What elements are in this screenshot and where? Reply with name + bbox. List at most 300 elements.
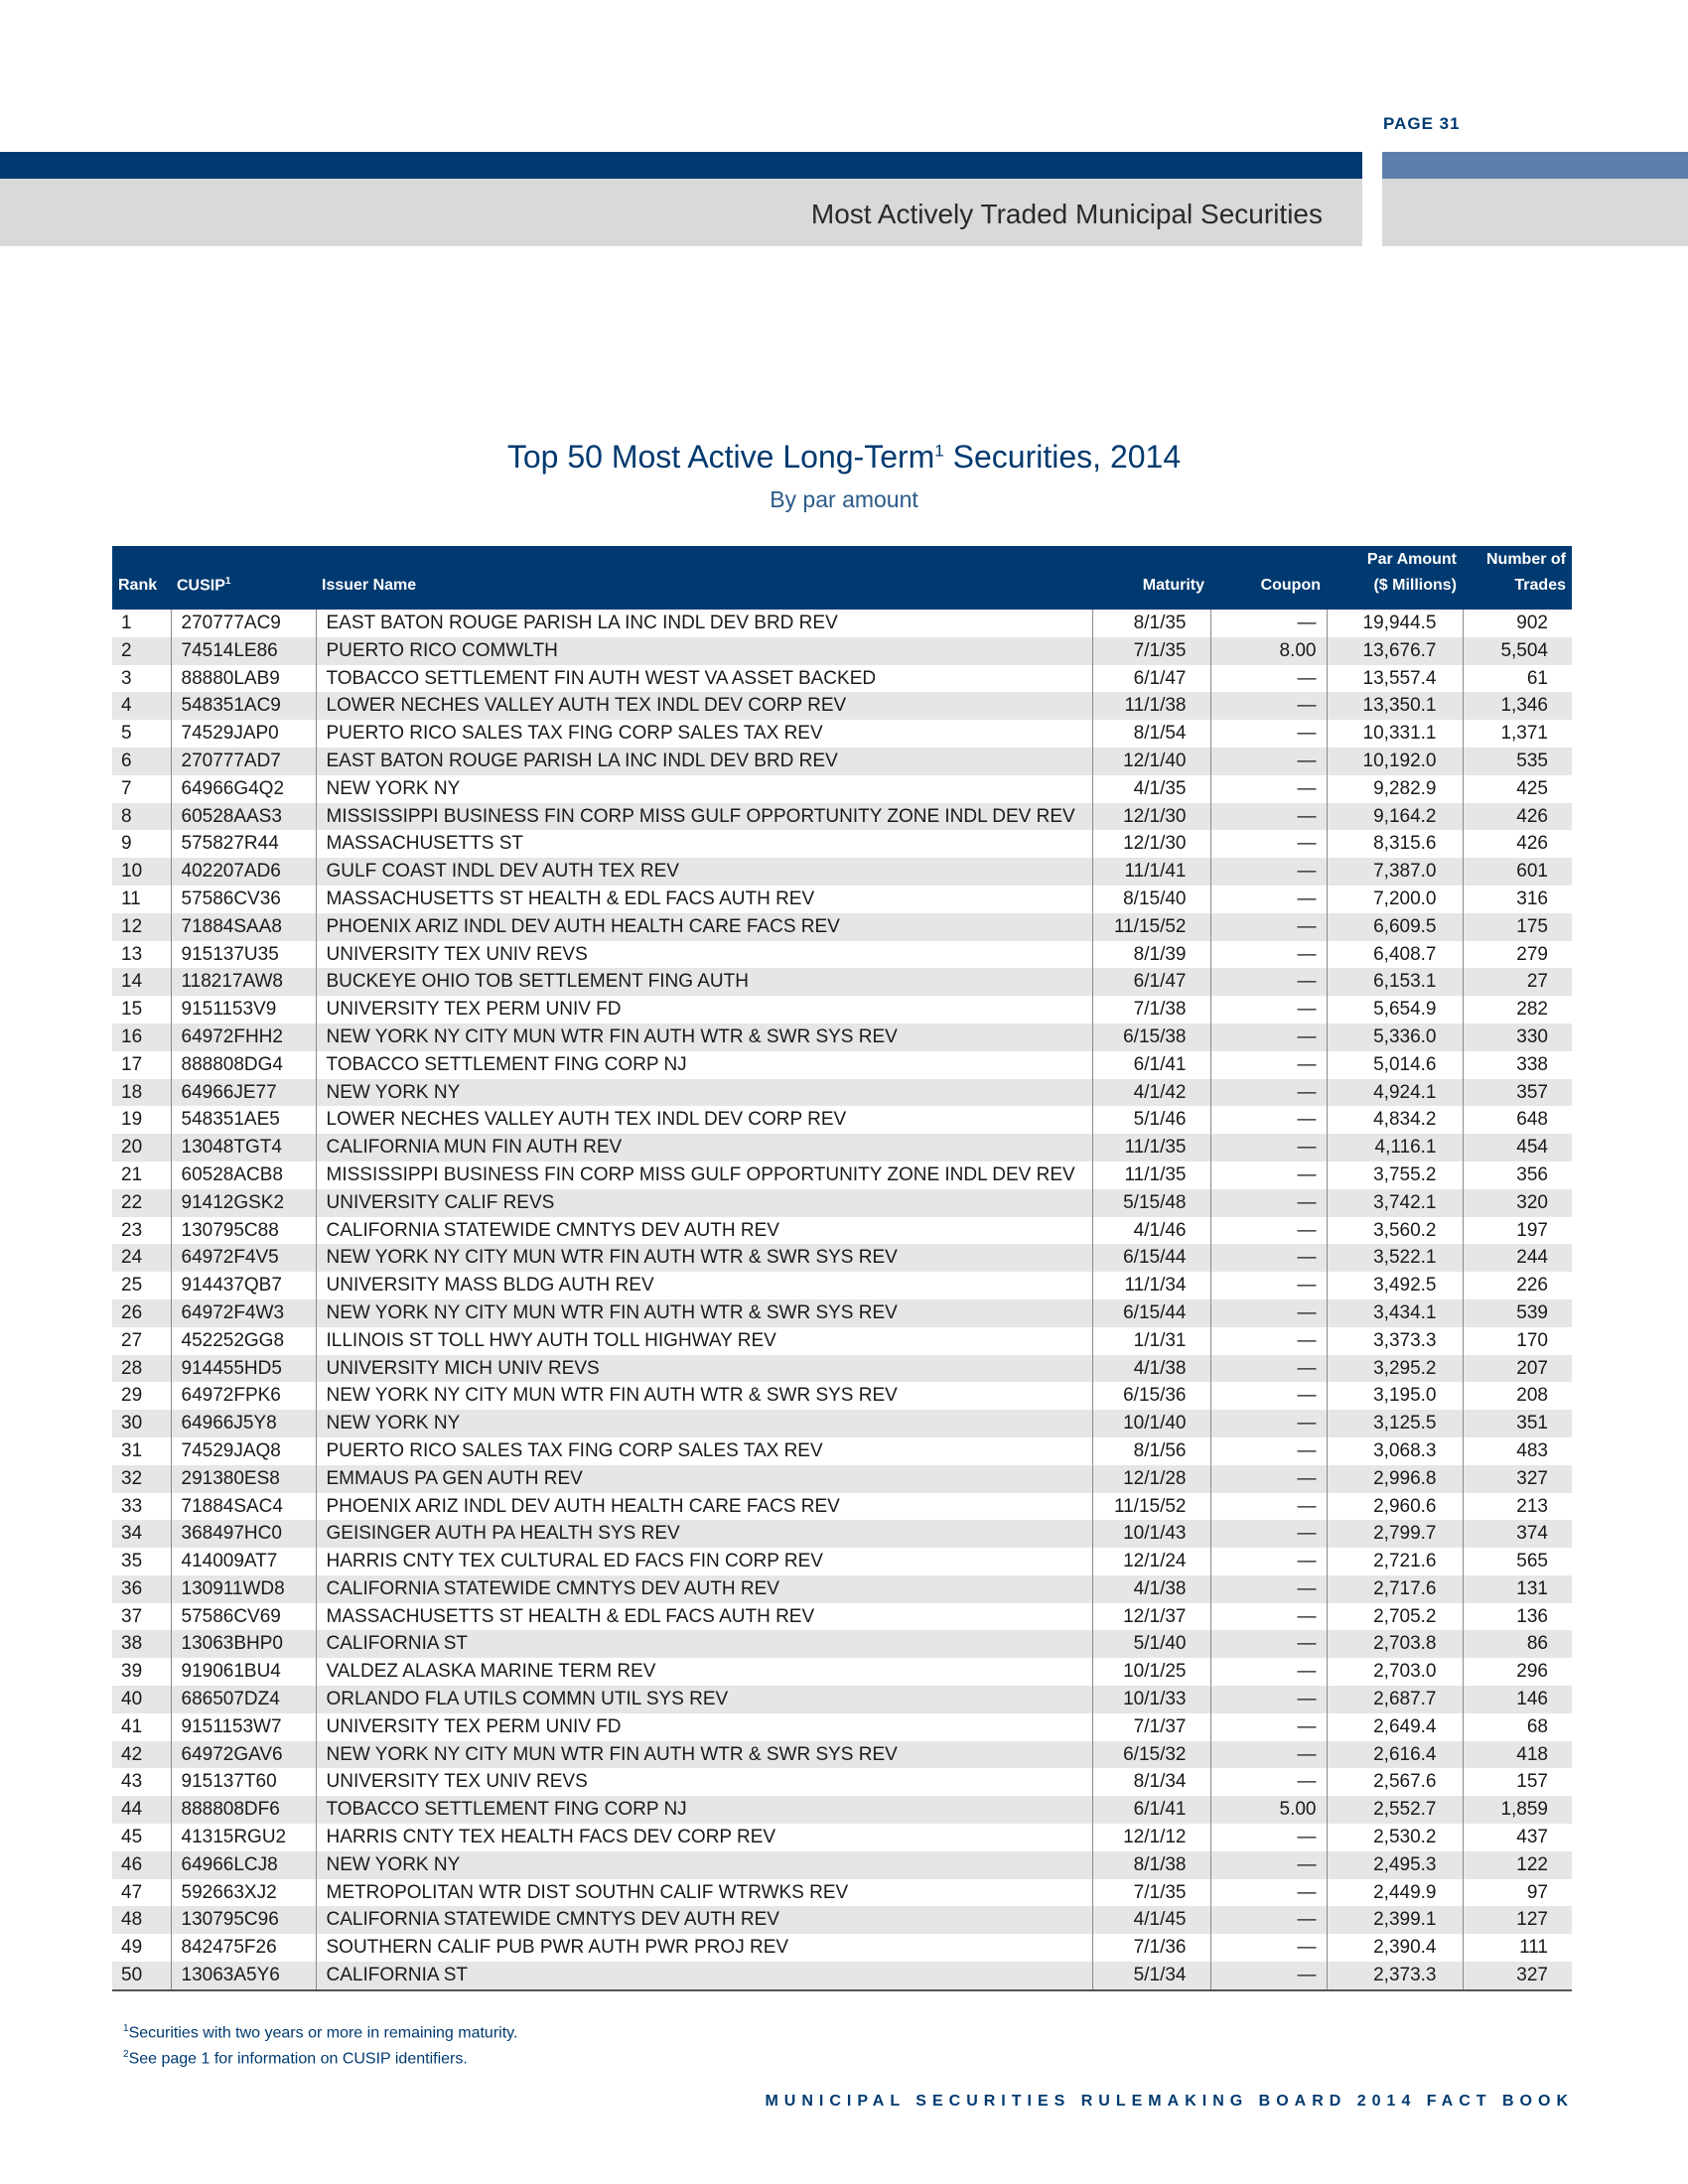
par-amount-cell: 2,616.4 (1327, 1741, 1463, 1769)
cusip-cell: 60528AAS3 (171, 803, 316, 831)
coupon-cell: — (1210, 1024, 1327, 1051)
col-header-par-line2: ($ Millions) (1373, 577, 1457, 594)
col-header-cusip-footnote-mark: 1 (224, 575, 231, 587)
maturity-cell: 12/1/30 (1092, 830, 1210, 858)
rank-cell: 34 (121, 1523, 143, 1545)
maturity-cell: 12/1/37 (1092, 1603, 1210, 1631)
rank-cell: 31 (121, 1439, 143, 1461)
coupon-cell: — (1210, 968, 1327, 996)
coupon-cell: — (1210, 1851, 1327, 1879)
maturity-cell: 5/1/40 (1092, 1630, 1210, 1658)
rank-cell: 32 (121, 1467, 143, 1489)
coupon-cell: — (1210, 1299, 1327, 1327)
rank-cell: 20 (121, 1137, 143, 1159)
table-row (112, 1299, 1572, 1327)
table-row (112, 1382, 1572, 1410)
maturity-cell: 11/1/38 (1092, 692, 1210, 720)
trades-cell: 357 (1463, 1079, 1572, 1107)
rank-cell: 46 (121, 1853, 143, 1875)
trades-cell: 327 (1463, 1465, 1572, 1493)
trades-cell: 61 (1463, 665, 1572, 693)
trades-cell: 351 (1463, 1410, 1572, 1437)
rank-cell: 43 (121, 1771, 143, 1793)
maturity-cell: 4/1/38 (1092, 1575, 1210, 1603)
table-row (112, 1741, 1572, 1769)
par-amount-cell: 2,567.6 (1327, 1768, 1463, 1796)
coupon-cell: — (1210, 1713, 1327, 1741)
cusip-cell: 291380ES8 (171, 1465, 316, 1493)
coupon-cell: 5.00 (1210, 1796, 1327, 1824)
trades-cell: 601 (1463, 858, 1572, 886)
maturity-cell: 12/1/28 (1092, 1465, 1210, 1493)
trades-cell: 437 (1463, 1824, 1572, 1851)
trades-cell: 157 (1463, 1768, 1572, 1796)
rank-cell: 19 (121, 1109, 143, 1131)
trades-cell: 213 (1463, 1493, 1572, 1521)
table-row (112, 968, 1572, 996)
table-row (112, 720, 1572, 748)
table-body (112, 610, 1572, 1990)
trades-cell: 483 (1463, 1437, 1572, 1465)
issuer-name-cell: LOWER NECHES VALLEY AUTH TEX INDL DEV CORP REV (316, 692, 1092, 720)
coupon-cell: — (1210, 1603, 1327, 1631)
cusip-cell: 74514LE86 (171, 637, 316, 665)
table-title-footnote-mark: 1 (934, 441, 944, 461)
maturity-cell: 12/1/30 (1092, 803, 1210, 831)
issuer-name-cell: VALDEZ ALASKA MARINE TERM REV (316, 1658, 1092, 1686)
issuer-name-cell: NEW YORK NY (316, 1079, 1092, 1107)
par-amount-cell: 8,315.6 (1327, 830, 1463, 858)
issuer-name-cell: NEW YORK NY CITY MUN WTR FIN AUTH WTR & SWR SYS REV (316, 1024, 1092, 1051)
footer-text: MUNICIPAL SECURITIES RULEMAKING BOARD 2014 FACT BOOK (765, 2093, 1574, 2110)
issuer-name-cell: HARRIS CNTY TEX CULTURAL ED FACS FIN CORP REV (316, 1548, 1092, 1575)
coupon-cell: — (1210, 1824, 1327, 1851)
par-amount-cell: 3,195.0 (1327, 1382, 1463, 1410)
maturity-cell: 7/1/36 (1092, 1934, 1210, 1962)
issuer-name-cell: CALIFORNIA ST (316, 1962, 1092, 1990)
rank-cell: 40 (121, 1689, 143, 1710)
coupon-cell: — (1210, 1051, 1327, 1079)
coupon-cell: — (1210, 913, 1327, 941)
par-amount-cell: 2,687.7 (1327, 1686, 1463, 1713)
table-row (112, 941, 1572, 969)
par-amount-cell: 5,336.0 (1327, 1024, 1463, 1051)
footnote-1-text: Securities with two years or more in remaining maturity. (128, 2024, 518, 2042)
issuer-name-cell: UNIVERSITY MICH UNIV REVS (316, 1355, 1092, 1383)
par-amount-cell: 3,434.1 (1327, 1299, 1463, 1327)
coupon-cell: — (1210, 1382, 1327, 1410)
par-amount-cell: 2,373.3 (1327, 1962, 1463, 1990)
trades-cell: 5,504 (1463, 637, 1572, 665)
maturity-cell: 6/1/41 (1092, 1796, 1210, 1824)
rank-cell: 15 (121, 999, 143, 1021)
cusip-cell: 57586CV36 (171, 886, 316, 913)
table-row (112, 1658, 1572, 1686)
trades-cell: 282 (1463, 996, 1572, 1024)
trades-cell: 1,346 (1463, 692, 1572, 720)
cusip-cell: 414009AT7 (171, 1548, 316, 1575)
col-header-trades-line2: Trades (1514, 577, 1566, 594)
footnote-1-mark: 1 (123, 2023, 129, 2034)
issuer-name-cell: ILLINOIS ST TOLL HWY AUTH TOLL HIGHWAY REV (316, 1327, 1092, 1355)
maturity-cell: 5/1/34 (1092, 1962, 1210, 1990)
cusip-cell: 64966JE77 (171, 1079, 316, 1107)
cusip-cell: 548351AE5 (171, 1106, 316, 1134)
cusip-cell: 64966LCJ8 (171, 1851, 316, 1879)
trades-cell: 170 (1463, 1327, 1572, 1355)
par-amount-cell: 3,295.2 (1327, 1355, 1463, 1383)
issuer-name-cell: HARRIS CNTY TEX HEALTH FACS DEV CORP REV (316, 1824, 1092, 1851)
maturity-cell: 10/1/25 (1092, 1658, 1210, 1686)
coupon-cell: — (1210, 1934, 1327, 1962)
trades-cell: 1,859 (1463, 1796, 1572, 1824)
par-amount-cell: 3,492.5 (1327, 1272, 1463, 1299)
cusip-cell: 842475F26 (171, 1934, 316, 1962)
issuer-name-cell: PUERTO RICO COMWLTH (316, 637, 1092, 665)
trades-cell: 27 (1463, 968, 1572, 996)
issuer-name-cell: CALIFORNIA STATEWIDE CMNTYS DEV AUTH REV (316, 1217, 1092, 1245)
table-subtitle: By par amount (770, 486, 918, 512)
cusip-cell: 64966J5Y8 (171, 1410, 316, 1437)
coupon-cell: — (1210, 1134, 1327, 1161)
maturity-cell: 8/1/35 (1092, 610, 1210, 637)
par-amount-cell: 2,399.1 (1327, 1906, 1463, 1934)
maturity-cell: 6/1/41 (1092, 1051, 1210, 1079)
table-row (112, 1465, 1572, 1493)
trades-cell: 68 (1463, 1713, 1572, 1741)
trades-cell: 902 (1463, 610, 1572, 637)
par-amount-cell: 10,331.1 (1327, 720, 1463, 748)
rank-cell: 50 (112, 1962, 171, 1990)
issuer-name-cell: PHOENIX ARIZ INDL DEV AUTH HEALTH CARE FACS REV (316, 1493, 1092, 1521)
trades-cell: 197 (1463, 1217, 1572, 1245)
cusip-cell: 452252GG8 (171, 1327, 316, 1355)
table-row (112, 1024, 1572, 1051)
table-row (112, 996, 1572, 1024)
trades-cell: 127 (1463, 1906, 1572, 1934)
maturity-cell: 4/1/42 (1092, 1079, 1210, 1107)
par-amount-cell: 2,703.0 (1327, 1658, 1463, 1686)
rank-cell: 2 (121, 639, 132, 661)
col-header-trades (1463, 546, 1572, 610)
par-amount-cell: 7,387.0 (1327, 858, 1463, 886)
cusip-cell: 888808DF6 (171, 1796, 316, 1824)
coupon-cell: 8.00 (1210, 637, 1327, 665)
issuer-name-cell: MASSACHUSETTS ST (316, 830, 1092, 858)
table-row (112, 1879, 1572, 1907)
table-row (112, 692, 1572, 720)
table-row (112, 803, 1572, 831)
rank-cell: 1 (121, 613, 132, 633)
rank-cell: 33 (121, 1495, 143, 1517)
maturity-cell: 12/1/12 (1092, 1824, 1210, 1851)
table-row (112, 1217, 1572, 1245)
coupon-cell: — (1210, 1272, 1327, 1299)
table-row (112, 913, 1572, 941)
table-row (112, 1906, 1572, 1934)
table-row (112, 1493, 1572, 1521)
securities-table-container (112, 546, 1572, 1991)
trades-cell: 539 (1463, 1299, 1572, 1327)
col-header-cusip-label: CUSIP (177, 577, 225, 594)
trades-cell: 356 (1463, 1161, 1572, 1189)
cusip-cell: 130795C88 (171, 1217, 316, 1245)
rank-cell: 44 (121, 1799, 143, 1821)
coupon-cell: — (1210, 1686, 1327, 1713)
table-row (112, 1244, 1572, 1272)
maturity-cell: 8/1/56 (1092, 1437, 1210, 1465)
trades-cell: 330 (1463, 1024, 1572, 1051)
table-row (112, 1106, 1572, 1134)
table-row (112, 610, 1572, 637)
coupon-cell: — (1210, 830, 1327, 858)
table-row (112, 1796, 1572, 1824)
coupon-cell: — (1210, 996, 1327, 1024)
cusip-cell: 13048TGT4 (171, 1134, 316, 1161)
issuer-name-cell: NEW YORK NY CITY MUN WTR FIN AUTH WTR & SWR SYS REV (316, 1244, 1092, 1272)
securities-table (112, 546, 1572, 1991)
par-amount-cell: 2,530.2 (1327, 1824, 1463, 1851)
coupon-cell: — (1210, 1658, 1327, 1686)
trades-cell: 296 (1463, 1658, 1572, 1686)
maturity-cell: 4/1/38 (1092, 1355, 1210, 1383)
table-row (112, 665, 1572, 693)
maturity-cell: 10/1/43 (1092, 1520, 1210, 1548)
maturity-cell: 8/1/54 (1092, 720, 1210, 748)
par-amount-cell: 10,192.0 (1327, 748, 1463, 775)
coupon-cell: — (1210, 1630, 1327, 1658)
rank-cell: 47 (121, 1881, 143, 1903)
trades-cell: 175 (1463, 913, 1572, 941)
issuer-name-cell: GEISINGER AUTH PA HEALTH SYS REV (316, 1520, 1092, 1548)
issuer-name-cell: MASSACHUSETTS ST HEALTH & EDL FACS AUTH REV (316, 886, 1092, 913)
trades-cell: 122 (1463, 1851, 1572, 1879)
coupon-cell: — (1210, 1355, 1327, 1383)
maturity-cell: 7/1/38 (1092, 996, 1210, 1024)
maturity-cell: 1/1/31 (1092, 1327, 1210, 1355)
table-row (112, 1824, 1572, 1851)
col-header-issuer: Issuer Name (322, 577, 417, 594)
par-amount-cell: 3,373.3 (1327, 1327, 1463, 1355)
rank-cell: 9 (121, 833, 132, 855)
rank-cell: 12 (121, 915, 143, 937)
par-amount-cell: 9,282.9 (1327, 775, 1463, 803)
cusip-cell: 64972F4W3 (171, 1299, 316, 1327)
coupon-cell: — (1210, 1906, 1327, 1934)
col-header-rank: Rank (118, 577, 158, 594)
coupon-cell: — (1210, 1410, 1327, 1437)
issuer-name-cell: CALIFORNIA MUN FIN AUTH REV (316, 1134, 1092, 1161)
issuer-name-cell: PHOENIX ARIZ INDL DEV AUTH HEALTH CARE FACS REV (316, 913, 1092, 941)
coupon-cell: — (1210, 1327, 1327, 1355)
cusip-cell: 71884SAA8 (171, 913, 316, 941)
issuer-name-cell: BUCKEYE OHIO TOB SETTLEMENT FING AUTH (316, 968, 1092, 996)
rank-cell: 35 (121, 1551, 143, 1572)
trades-cell: 454 (1463, 1134, 1572, 1161)
trades-cell: 244 (1463, 1244, 1572, 1272)
table-row (112, 1713, 1572, 1741)
issuer-name-cell: UNIVERSITY TEX UNIV REVS (316, 1768, 1092, 1796)
par-amount-cell: 5,014.6 (1327, 1051, 1463, 1079)
issuer-name-cell: UNIVERSITY MASS BLDG AUTH REV (316, 1272, 1092, 1299)
maturity-cell: 4/1/35 (1092, 775, 1210, 803)
table-row (112, 1189, 1572, 1217)
par-amount-cell: 13,676.7 (1327, 637, 1463, 665)
trades-cell: 86 (1463, 1630, 1572, 1658)
table-row (112, 748, 1572, 775)
table-row (112, 1630, 1572, 1658)
table-row (112, 1575, 1572, 1603)
coupon-cell: — (1210, 1575, 1327, 1603)
maturity-cell: 11/15/52 (1092, 1493, 1210, 1521)
rank-cell: 14 (121, 971, 143, 993)
par-amount-cell: 2,705.2 (1327, 1603, 1463, 1631)
table-row (112, 830, 1572, 858)
maturity-cell: 4/1/45 (1092, 1906, 1210, 1934)
trades-cell: 327 (1463, 1962, 1572, 1990)
cusip-cell: 41315RGU2 (171, 1824, 316, 1851)
trades-cell: 426 (1463, 830, 1572, 858)
rank-cell: 16 (121, 1025, 143, 1047)
rank-cell: 42 (121, 1743, 143, 1765)
issuer-name-cell: UNIVERSITY TEX PERM UNIV FD (316, 996, 1092, 1024)
issuer-name-cell: CALIFORNIA STATEWIDE CMNTYS DEV AUTH REV (316, 1575, 1092, 1603)
maturity-cell: 12/1/24 (1092, 1548, 1210, 1575)
table-row (112, 1851, 1572, 1879)
rank-cell: 49 (121, 1937, 143, 1959)
rank-cell: 45 (121, 1827, 143, 1848)
rank-cell: 37 (121, 1605, 143, 1627)
coupon-cell: — (1210, 1493, 1327, 1521)
par-amount-cell: 3,068.3 (1327, 1437, 1463, 1465)
footnote-2 (123, 2044, 517, 2070)
par-amount-cell: 13,557.4 (1327, 665, 1463, 693)
cusip-cell: 270777AC9 (171, 610, 316, 637)
cusip-cell: 919061BU4 (171, 1658, 316, 1686)
footnote-2-mark: 2 (123, 2049, 129, 2061)
issuer-name-cell: SOUTHERN CALIF PUB PWR AUTH PWR PROJ REV (316, 1934, 1092, 1962)
cusip-cell: 9151153W7 (171, 1713, 316, 1741)
par-amount-cell: 5,654.9 (1327, 996, 1463, 1024)
trades-cell: 1,371 (1463, 720, 1572, 748)
par-amount-cell: 2,996.8 (1327, 1465, 1463, 1493)
par-amount-cell: 9,164.2 (1327, 803, 1463, 831)
cusip-cell: 914437QB7 (171, 1272, 316, 1299)
issuer-name-cell: ORLANDO FLA UTILS COMMN UTIL SYS REV (316, 1686, 1092, 1713)
rank-cell: 5 (121, 723, 132, 745)
rank-cell: 13 (121, 943, 143, 965)
rank-cell: 11 (121, 887, 141, 909)
issuer-name-cell: LOWER NECHES VALLEY AUTH TEX INDL DEV CORP REV (316, 1106, 1092, 1134)
rank-cell: 28 (121, 1357, 143, 1379)
rank-cell: 24 (121, 1247, 143, 1269)
cusip-cell: 64966G4Q2 (171, 775, 316, 803)
cusip-cell: 130911WD8 (171, 1575, 316, 1603)
table-row (112, 775, 1572, 803)
cusip-cell: 130795C96 (171, 1906, 316, 1934)
issuer-name-cell: GULF COAST INDL DEV AUTH TEX REV (316, 858, 1092, 886)
rank-cell: 17 (121, 1053, 143, 1075)
section-title: Most Actively Traded Municipal Securities (810, 199, 1323, 229)
issuer-name-cell: EMMAUS PA GEN AUTH REV (316, 1465, 1092, 1493)
cusip-cell: 91412GSK2 (171, 1189, 316, 1217)
coupon-cell: — (1210, 692, 1327, 720)
rank-cell: 4 (121, 695, 132, 717)
par-amount-cell: 4,924.1 (1327, 1079, 1463, 1107)
coupon-cell: — (1210, 1244, 1327, 1272)
trades-cell: 208 (1463, 1382, 1572, 1410)
table-row (112, 1272, 1572, 1299)
table-row (112, 1768, 1572, 1796)
coupon-cell: — (1210, 748, 1327, 775)
maturity-cell: 6/15/32 (1092, 1741, 1210, 1769)
table-row (112, 1686, 1572, 1713)
footnote-1 (123, 2018, 517, 2044)
maturity-cell: 7/1/37 (1092, 1713, 1210, 1741)
issuer-name-cell: NEW YORK NY CITY MUN WTR FIN AUTH WTR & SWR SYS REV (316, 1299, 1092, 1327)
table-row (112, 1603, 1572, 1631)
par-amount-cell: 13,350.1 (1327, 692, 1463, 720)
par-amount-cell: 4,116.1 (1327, 1134, 1463, 1161)
maturity-cell: 8/1/39 (1092, 941, 1210, 969)
coupon-cell: — (1210, 1106, 1327, 1134)
table-row (112, 1051, 1572, 1079)
table-row (112, 637, 1572, 665)
table-row (112, 1161, 1572, 1189)
maturity-cell: 5/15/48 (1092, 1189, 1210, 1217)
issuer-name-cell: METROPOLITAN WTR DIST SOUTHN CALIF WTRWKS REV (316, 1879, 1092, 1907)
issuer-name-cell: CALIFORNIA STATEWIDE CMNTYS DEV AUTH REV (316, 1906, 1092, 1934)
maturity-cell: 6/15/44 (1092, 1244, 1210, 1272)
issuer-name-cell: CALIFORNIA ST (316, 1630, 1092, 1658)
rank-cell: 10 (121, 861, 143, 883)
rank-cell: 27 (121, 1329, 143, 1351)
footnote-2-text: See page 1 for information on CUSIP identifiers. (128, 2050, 468, 2068)
issuer-name-cell: NEW YORK NY CITY MUN WTR FIN AUTH WTR & SWR SYS REV (316, 1382, 1092, 1410)
issuer-name-cell: UNIVERSITY CALIF REVS (316, 1189, 1092, 1217)
coupon-cell: — (1210, 1768, 1327, 1796)
issuer-name-cell: NEW YORK NY (316, 775, 1092, 803)
issuer-name-cell: TOBACCO SETTLEMENT FING CORP NJ (316, 1051, 1092, 1079)
maturity-cell: 12/1/40 (1092, 748, 1210, 775)
rank-cell: 29 (121, 1385, 143, 1407)
issuer-name-cell: EAST BATON ROUGE PARISH LA INC INDL DEV BRD REV (316, 748, 1092, 775)
trades-cell: 226 (1463, 1272, 1572, 1299)
cusip-cell: 915137U35 (171, 941, 316, 969)
maturity-cell: 6/15/38 (1092, 1024, 1210, 1051)
issuer-name-cell: UNIVERSITY TEX PERM UNIV FD (316, 1713, 1092, 1741)
rank-cell: 38 (121, 1633, 143, 1655)
coupon-cell: — (1210, 886, 1327, 913)
table-row (112, 1962, 1572, 1990)
header-bar-light (1382, 152, 1688, 179)
trades-cell: 426 (1463, 803, 1572, 831)
maturity-cell: 11/15/52 (1092, 913, 1210, 941)
coupon-cell: — (1210, 610, 1327, 637)
issuer-name-cell: NEW YORK NY (316, 1410, 1092, 1437)
trades-cell: 316 (1463, 886, 1572, 913)
issuer-name-cell: MISSISSIPPI BUSINESS FIN CORP MISS GULF OPPORTUNITY ZONE INDL DEV REV (316, 803, 1092, 831)
coupon-cell: — (1210, 1079, 1327, 1107)
table-header-row (112, 546, 1572, 610)
rank-cell: 18 (121, 1081, 143, 1103)
cusip-cell: 64972GAV6 (171, 1741, 316, 1769)
col-header-trades-line1: Number of (1486, 551, 1566, 568)
cusip-cell: 74529JAQ8 (171, 1437, 316, 1465)
cusip-cell: 575827R44 (171, 830, 316, 858)
table-title-main: Top 50 Most Active Long-Term (506, 439, 935, 475)
issuer-name-cell: MISSISSIPPI BUSINESS FIN CORP MISS GULF OPPORTUNITY ZONE INDL DEV REV (316, 1161, 1092, 1189)
